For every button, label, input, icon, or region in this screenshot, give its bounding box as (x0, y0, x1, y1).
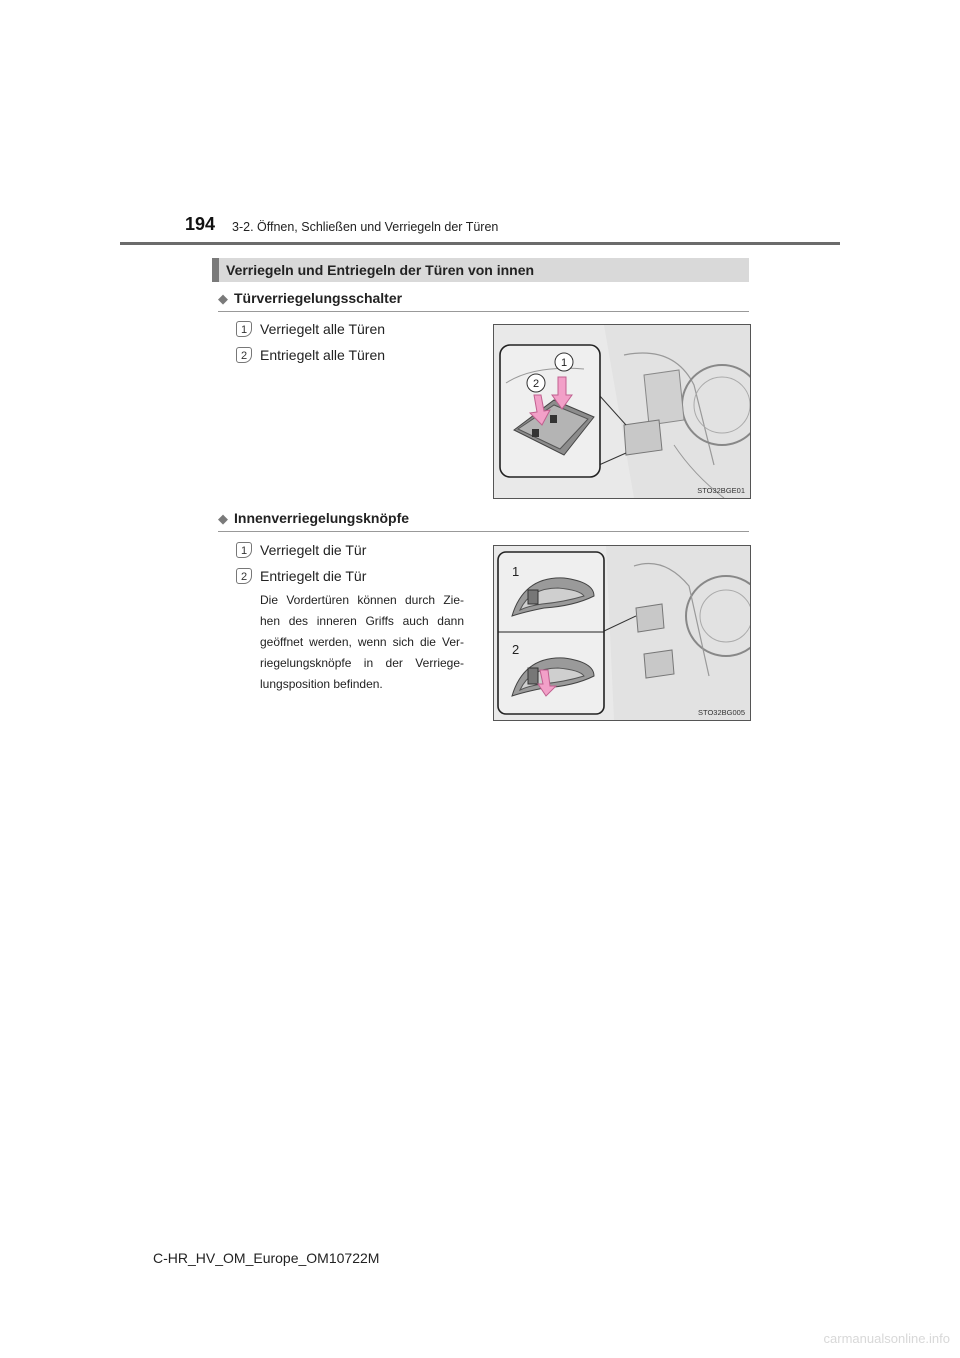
subsection-rule (218, 531, 749, 532)
number-badge: 1 (236, 542, 252, 558)
section-title-bar (212, 258, 749, 282)
list-item-lock-door (236, 542, 366, 558)
number-badge: 2 (236, 568, 252, 584)
figure-door-lock-switch (493, 324, 751, 499)
figure-callout-1: 1 (512, 564, 520, 579)
figure-callout-1: 1 (560, 357, 568, 369)
figure-callout-2: 2 (532, 378, 540, 390)
page-number: 194 (185, 214, 216, 234)
header-rule (120, 242, 840, 245)
diamond-icon: ◆ (218, 291, 228, 306)
figure-code: STO32BGE01 (697, 486, 745, 495)
figure-inside-lock-buttons (493, 545, 751, 721)
door-lock-switch-illustration (494, 325, 750, 498)
subsection-rule (218, 311, 749, 312)
subsection-title-inside-lock-buttons (218, 510, 409, 527)
list-item-unlock-door (236, 568, 366, 584)
subsection-title-text: Innenverriegelungsknöpfe (234, 510, 410, 526)
list-item-lock-all (236, 321, 385, 337)
figure-code: STO32BG005 (698, 708, 745, 717)
watermark: carmanualsonline.info (823, 1331, 950, 1346)
section-title: Verriegeln und Entriegeln der Türen von innen (226, 262, 535, 278)
list-item-unlock-all (236, 347, 385, 363)
list-item-text: Entriegelt alle Türen (260, 347, 386, 363)
explanatory-note: Die Vordertüren können durch Zie-hen des inneren Griffs auch dann geöffnet werden, wenn sich die Ver-riegelungsknöpfe in der Verriege-lungsposition befinden. (260, 593, 464, 691)
diamond-icon: ◆ (218, 511, 228, 526)
number-badge: 1 (236, 321, 252, 337)
list-item-text: Verriegelt die Tür (260, 542, 367, 558)
footer-document-id: C-HR_HV_OM_Europe_OM10722M (153, 1250, 380, 1266)
subsection-title-text: Türverriegelungsschalter (234, 290, 403, 306)
inside-lock-buttons-illustration (494, 546, 750, 720)
section-bar-accent (212, 258, 219, 282)
figure-callout-2: 2 (512, 642, 520, 657)
list-item-text: Entriegelt die Tür (260, 568, 367, 584)
number-badge: 2 (236, 347, 252, 363)
list-item-text: Verriegelt alle Türen (260, 321, 386, 337)
chapter-heading: 3-2. Öffnen, Schließen und Verriegeln der Türen (232, 220, 499, 234)
subsection-title-door-lock-switch (218, 290, 402, 307)
